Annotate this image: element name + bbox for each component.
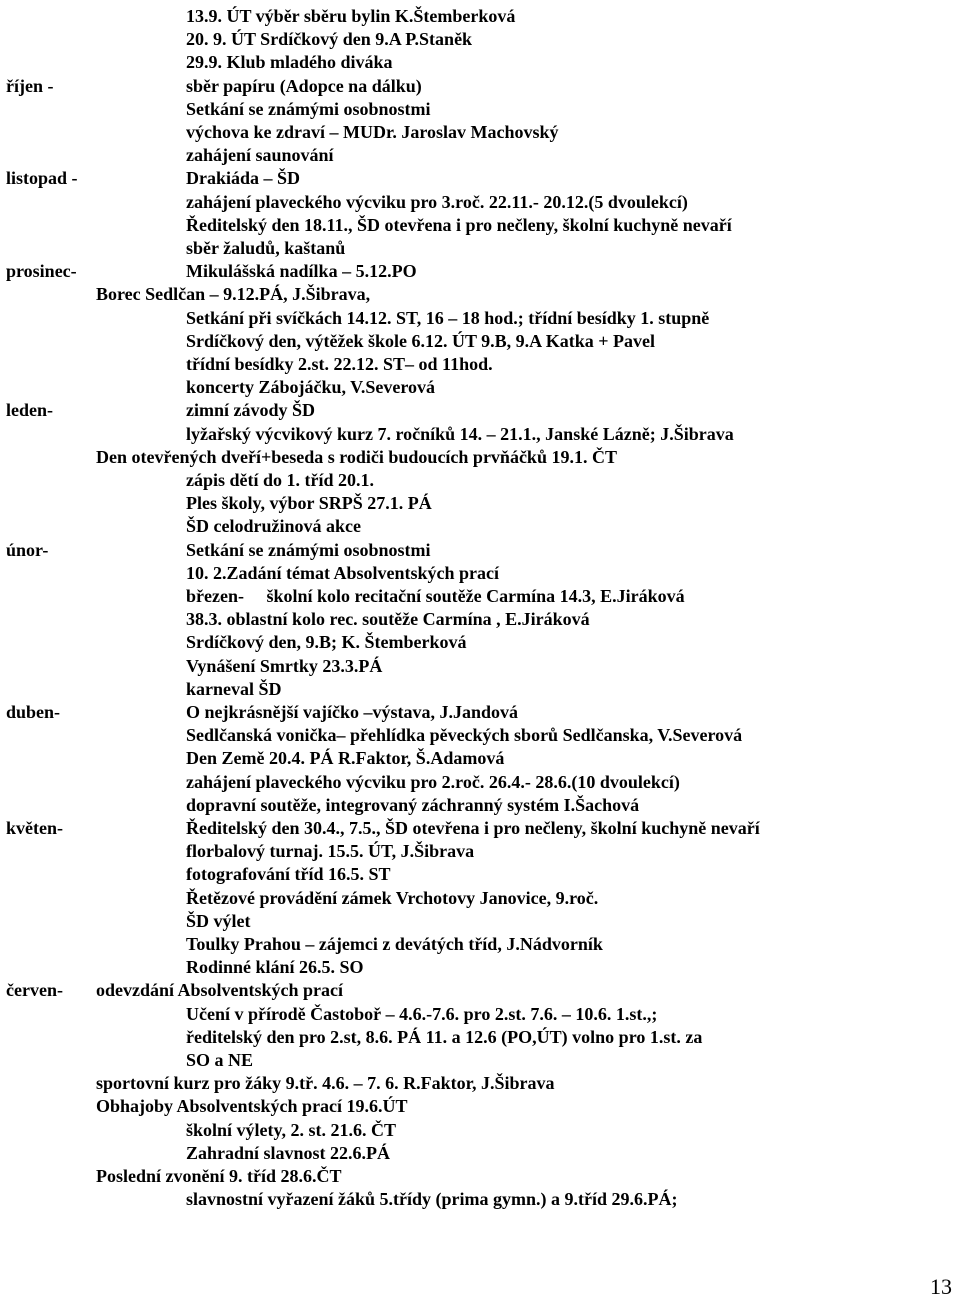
schedule-line (0, 1120, 960, 1143)
schedule-line (0, 29, 960, 52)
event-text: lyžařský výcvikový kurz 7. ročníků 14. – 21.1., Janské Lázně; J.Šibrava (186, 423, 734, 444)
schedule-line (0, 1004, 960, 1027)
event-text: školní výlety, 2. st. 21.6. ČT (186, 1119, 397, 1140)
event-text: Srdíčkový den, 9.B; K. Štemberková (186, 632, 467, 653)
month-label: listopad - (6, 168, 78, 189)
event-text: zahájení plaveckého výcviku pro 3.roč. 22.11.- 20.12.(5 dvoulekcí) (186, 191, 688, 212)
event-text: florbalový turnaj. 15.5. ÚT, J.Šibrava (186, 841, 475, 862)
event-text: zahájení plaveckého výcviku pro 2.roč. 26.4.- 28.6.(10 dvoulekcí) (186, 771, 680, 792)
event-text: Zahradní slavnost 22.6.PÁ (186, 1142, 391, 1163)
event-text: Setkání při svíčkách 14.12. ST, 16 – 18 hod.; třídní besídky 1. stupně (186, 307, 710, 328)
event-text: třídní besídky 2.st. 22.12. ST– od 11hod. (186, 354, 493, 374)
event-text: zahájení saunování (186, 145, 334, 166)
schedule-line (0, 424, 960, 447)
schedule-line (0, 818, 960, 841)
schedule-line (0, 493, 960, 516)
month-label: duben- (6, 702, 61, 722)
schedule-line (0, 261, 960, 284)
schedule-line (0, 934, 960, 957)
schedule-line (0, 192, 960, 215)
schedule-line (0, 168, 960, 191)
event-text: ředitelský den pro 2.st, 8.6. PÁ 11. a 12.6 (PO,ÚT) volno pro 1.st. za (186, 1026, 703, 1047)
event-text: zápis dětí do 1. tříd 20.1. (186, 470, 375, 490)
schedule-line (0, 145, 960, 168)
event-text: 38.3. oblastní kolo rec. soutěže Carmína , E.Jiráková (186, 609, 590, 630)
month-label: únor- (6, 539, 49, 560)
schedule-line (0, 888, 960, 911)
schedule-line (0, 354, 960, 377)
event-text: Ředitelský den 30.4., 7.5., ŠD otevřena i pro nečleny, školní kuchyně nevaří (186, 818, 760, 838)
schedule-line (0, 1027, 960, 1050)
schedule-line (0, 656, 960, 679)
schedule-line (0, 795, 960, 818)
event-text: Borec Sedlčan – 9.12.PÁ, J.Šibrava, (96, 284, 371, 305)
schedule-line (0, 1073, 960, 1096)
schedule-line (0, 1096, 960, 1119)
event-text: zimní závody ŠD (186, 400, 316, 421)
event-text: Rodinné klání 26.5. SO (186, 957, 364, 978)
event-text: karneval ŠD (186, 678, 282, 699)
schedule-line (0, 1050, 960, 1073)
schedule-line (0, 632, 960, 655)
schedule-line (0, 76, 960, 99)
schedule-line (0, 400, 960, 423)
schedule-line (0, 563, 960, 586)
event-text: 29.9. Klub mladého diváka (186, 52, 393, 73)
event-text: dopravní soutěže, integrovaný záchranný systém I.Šachová (186, 794, 640, 815)
schedule-line (0, 586, 960, 609)
month-label: květen- (6, 818, 63, 838)
schedule-line (0, 52, 960, 75)
event-text: Mikulášská nadílka – 5.12.PO (186, 261, 417, 282)
event-text: výchova ke zdraví – MUDr. Jaroslav Machovský (186, 122, 559, 142)
month-label: červen- (6, 980, 63, 1001)
schedule-line (0, 540, 960, 563)
schedule-line (0, 215, 960, 238)
event-text: Setkání se známými osobnostmi (186, 98, 431, 119)
event-text: březen- školní kolo recitační soutěže Carmína 14.3, E.Jiráková (186, 586, 685, 606)
schedule-line (0, 238, 960, 261)
event-text: 10. 2.Zadání témat Absolventských prací (186, 562, 500, 583)
event-text: 20. 9. ÚT Srdíčkový den 9.A P.Staněk (186, 29, 473, 50)
event-text: Učení v přírodě Častoboř – 4.6.-7.6. pro 2.st. 7.6. – 10.6. 1.st.,; (186, 1003, 658, 1024)
schedule-line (0, 308, 960, 331)
schedule-line (0, 748, 960, 771)
schedule-line (0, 1143, 960, 1166)
schedule-line (0, 99, 960, 122)
schedule-line (0, 284, 960, 307)
event-text: Vynášení Smrtky 23.3.PÁ (186, 655, 383, 676)
schedule-line (0, 122, 960, 145)
month-label: říjen - (6, 75, 54, 96)
schedule-line (0, 864, 960, 887)
event-text: ŠD výlet (186, 910, 251, 931)
event-text: Den Země 20.4. PÁ R.Faktor, Š.Adamová (186, 748, 505, 769)
event-text: sportovní kurz pro žáky 9.tř. 4.6. – 7. 6. R.Faktor, J.Šibrava (96, 1073, 555, 1094)
schedule-line (0, 516, 960, 539)
event-text: Den otevřených dveří+beseda s rodiči budoucích prvňáčků 19.1. ČT (96, 446, 617, 467)
event-text: O nejkrásnější vajíčko –výstava, J.Jandová (186, 702, 519, 722)
event-text: Ples školy, výbor SRPŠ 27.1. PÁ (186, 493, 432, 514)
event-text: Toulky Prahou – zájemci z devátých tříd, J.Nádvorník (186, 934, 603, 954)
schedule-line (0, 1189, 960, 1212)
event-text: Sedlčanská vonička– přehlídka pěveckých sborů Sedlčanska, V.Severová (186, 725, 743, 746)
page-number: 13 (930, 1274, 952, 1299)
month-label: prosinec- (6, 261, 77, 282)
event-text: koncerty Zábojáčku, V.Severová (186, 377, 436, 398)
event-text: sběr žaludů, kaštanů (186, 238, 346, 258)
schedule-line (0, 679, 960, 702)
event-text: Srdíčkový den, výtěžek škole 6.12. ÚT 9.B, 9.A Katka + Pavel (186, 330, 655, 351)
schedule-line (0, 447, 960, 470)
event-text: Drakiáda – ŠD (186, 168, 301, 189)
schedule-line (0, 772, 960, 795)
event-text: SO a NE (186, 1050, 254, 1070)
schedule-line (0, 331, 960, 354)
event-text: odevzdání Absolventských prací (96, 980, 344, 1001)
schedule-line (0, 609, 960, 632)
schedule-line (0, 725, 960, 748)
event-text: sběr papíru (Adopce na dálku) (186, 75, 422, 96)
event-text: Ředitelský den 18.11., ŠD otevřena i pro nečleny, školní kuchyně nevaří (186, 214, 732, 235)
schedule-line (0, 911, 960, 934)
event-text: Poslední zvonění 9. tříd 28.6.ČT (96, 1166, 342, 1186)
schedule-line (0, 470, 960, 493)
event-text: ŠD celodružinová akce (186, 516, 361, 537)
schedule-line (0, 702, 960, 725)
event-text: Obhajoby Absolventských prací 19.6.ÚT (96, 1096, 408, 1117)
schedule-line (0, 980, 960, 1003)
schedule-line (0, 1166, 960, 1189)
month-label: leden- (6, 400, 53, 421)
event-text: Řetězové provádění zámek Vrchotovy Janovice, 9.roč. (186, 887, 599, 908)
event-text: slavnostní vyřazení žáků 5.třídy (prima gymn.) a 9.tříd 29.6.PÁ; (186, 1189, 678, 1210)
event-text: fotografování tříd 16.5. ST (186, 864, 391, 885)
schedule-line (0, 841, 960, 864)
event-text: Setkání se známými osobnostmi (186, 539, 431, 560)
schedule-line (0, 6, 960, 29)
event-text: 13.9. ÚT výběr sběru bylin K.Štemberková (186, 6, 516, 26)
schedule-line (0, 377, 960, 400)
schedule-line (0, 957, 960, 980)
